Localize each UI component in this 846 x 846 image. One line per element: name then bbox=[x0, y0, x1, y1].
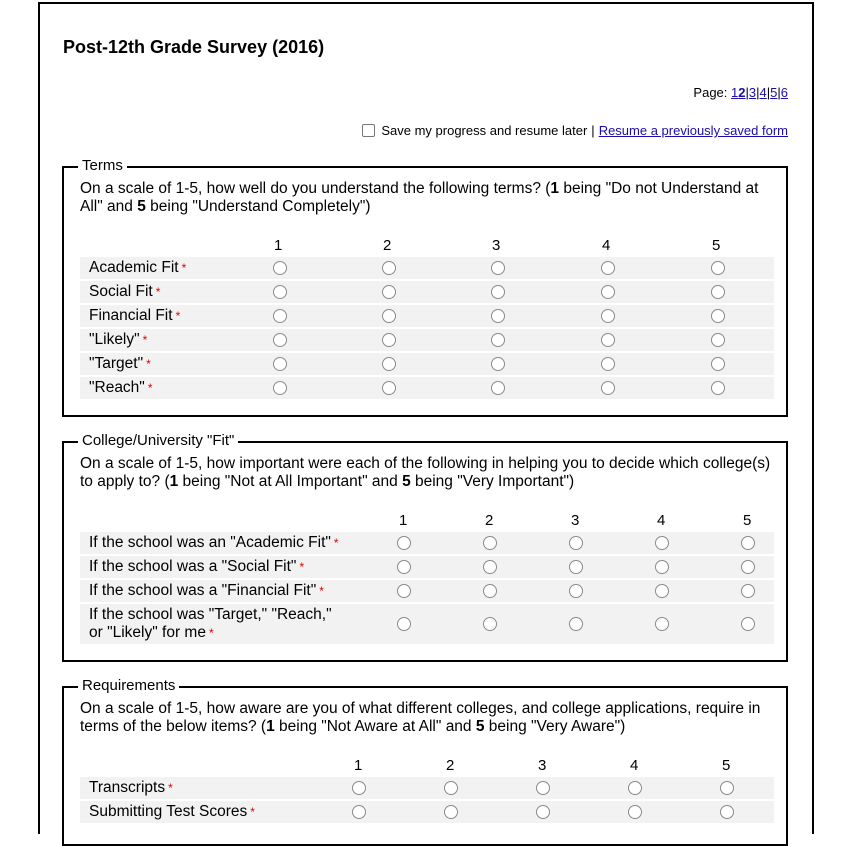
rating-radio-5[interactable] bbox=[711, 261, 725, 275]
rating-radio-2[interactable] bbox=[483, 536, 497, 550]
matrix-row bbox=[80, 777, 774, 799]
row-label-text: Academic Fit bbox=[89, 259, 179, 276]
row-label bbox=[89, 606, 349, 642]
separator: | bbox=[591, 123, 595, 138]
rating-radio-1[interactable] bbox=[397, 560, 411, 574]
row-label bbox=[89, 331, 147, 349]
rating-radio-5[interactable] bbox=[720, 805, 734, 819]
save-progress-checkbox[interactable] bbox=[362, 124, 375, 137]
row-label-text: Submitting Test Scores bbox=[89, 803, 248, 820]
scale-header-1: 1 bbox=[354, 757, 363, 774]
row-label bbox=[89, 259, 186, 277]
rating-radio-4[interactable] bbox=[601, 357, 615, 371]
rating-radio-1[interactable] bbox=[273, 381, 287, 395]
required-marker: * bbox=[168, 781, 173, 795]
matrix-row bbox=[80, 329, 774, 351]
rating-radio-1[interactable] bbox=[352, 781, 366, 795]
row-label-text: If the school was "Target," "Reach," or "Likely" for me bbox=[89, 606, 332, 641]
required-marker: * bbox=[146, 357, 151, 371]
rating-radio-1[interactable] bbox=[273, 357, 287, 371]
scale-header-3: 3 bbox=[538, 757, 547, 774]
rating-radio-3[interactable] bbox=[569, 584, 583, 598]
row-label bbox=[89, 307, 180, 325]
rating-radio-3[interactable] bbox=[491, 309, 505, 323]
rating-radio-2[interactable] bbox=[444, 781, 458, 795]
rating-radio-5[interactable] bbox=[741, 560, 755, 574]
scale-header-5: 5 bbox=[722, 757, 731, 774]
rating-radio-2[interactable] bbox=[444, 805, 458, 819]
rating-radio-3[interactable] bbox=[569, 560, 583, 574]
row-label-text: If the school was an "Academic Fit" bbox=[89, 534, 331, 551]
rating-radio-5[interactable] bbox=[711, 309, 725, 323]
scale-header-4: 4 bbox=[630, 757, 639, 774]
question-text: On a scale of 1-5, how aware are you of what different colleges, and college applications, require in terms of the below items? (1 being "Not Aware at All" and 5 being "Very Aware") bbox=[80, 700, 761, 735]
page-link-1[interactable]: 1 bbox=[731, 85, 739, 100]
page-title: Post-12th Grade Survey (2016) bbox=[63, 37, 325, 57]
matrix-row bbox=[80, 257, 774, 279]
section-requirements bbox=[62, 677, 788, 846]
rating-radio-3[interactable] bbox=[491, 357, 505, 371]
rating-radio-5[interactable] bbox=[741, 584, 755, 598]
question-text: On a scale of 1-5, how important were each of the following in helping you to decide which college(s) to apply to? (1 being "Not at All Important" and 5 being "Very Important") bbox=[80, 455, 771, 490]
matrix-row bbox=[80, 281, 774, 303]
required-marker: * bbox=[208, 626, 214, 640]
row-label-text: "Likely" bbox=[89, 331, 140, 348]
rating-radio-3[interactable] bbox=[491, 381, 505, 395]
scale-header-5: 5 bbox=[712, 237, 721, 254]
required-marker: * bbox=[181, 261, 187, 275]
rating-radio-4[interactable] bbox=[601, 309, 615, 323]
page-link-2[interactable]: 2 bbox=[738, 85, 746, 100]
row-label-text: Transcripts bbox=[89, 779, 166, 796]
rating-radio-3[interactable] bbox=[491, 285, 505, 299]
scale-header-2: 2 bbox=[446, 757, 455, 774]
save-progress-row bbox=[362, 123, 788, 138]
rating-radio-1[interactable] bbox=[397, 617, 411, 631]
question-text: On a scale of 1-5, how well do you understand the following terms? (1 being "Do not Understand at All" and 5 being "Understand Completely") bbox=[80, 180, 759, 215]
resume-saved-form-link[interactable]: Resume a previously saved form bbox=[598, 123, 788, 138]
rating-radio-1[interactable] bbox=[397, 536, 411, 550]
rating-radio-4[interactable] bbox=[601, 261, 615, 275]
matrix-row bbox=[80, 377, 774, 399]
rating-radio-5[interactable] bbox=[741, 536, 755, 550]
rating-radio-1[interactable] bbox=[273, 309, 287, 323]
matrix-row bbox=[80, 532, 774, 554]
page-link-6[interactable]: 6 bbox=[780, 85, 788, 100]
scale-header-2: 2 bbox=[485, 512, 494, 529]
scale-header-1: 1 bbox=[274, 237, 283, 254]
row-label-text: Financial Fit bbox=[89, 307, 173, 324]
page-link-4[interactable]: 4 bbox=[759, 85, 767, 100]
row-label-text: "Target" bbox=[89, 355, 144, 372]
rating-radio-5[interactable] bbox=[711, 333, 725, 347]
matrix-row bbox=[80, 580, 774, 602]
row-label-text: If the school was a "Financial Fit" bbox=[89, 582, 317, 599]
rating-radio-2[interactable] bbox=[382, 357, 396, 371]
rating-radio-4[interactable] bbox=[655, 536, 669, 550]
rating-radio-3[interactable] bbox=[569, 536, 583, 550]
matrix-row bbox=[80, 801, 774, 823]
rating-radio-4[interactable] bbox=[601, 381, 615, 395]
matrix-row bbox=[80, 556, 774, 578]
scale-header-5: 5 bbox=[743, 512, 752, 529]
rating-radio-5[interactable] bbox=[711, 285, 725, 299]
rating-radio-4[interactable] bbox=[601, 285, 615, 299]
section-terms bbox=[62, 157, 788, 417]
rating-radio-3[interactable] bbox=[491, 261, 505, 275]
section-legend: College/University "Fit" bbox=[78, 432, 238, 449]
pager: Page: 12|3|4|5|6 bbox=[693, 85, 788, 100]
required-marker: * bbox=[147, 381, 153, 395]
rating-radio-4[interactable] bbox=[655, 560, 669, 574]
row-label bbox=[89, 379, 152, 397]
rating-radio-5[interactable] bbox=[720, 781, 734, 795]
matrix-row bbox=[80, 305, 774, 327]
rating-radio-4[interactable] bbox=[601, 333, 615, 347]
row-label-text: Social Fit bbox=[89, 283, 153, 300]
rating-radio-1[interactable] bbox=[273, 285, 287, 299]
rating-radio-4[interactable] bbox=[655, 584, 669, 598]
page-link-3[interactable]: 3 bbox=[748, 85, 757, 100]
rating-radio-3[interactable] bbox=[536, 805, 550, 819]
rating-radio-2[interactable] bbox=[382, 309, 396, 323]
scale-header-4: 4 bbox=[602, 237, 611, 254]
row-label-text: If the school was a "Social Fit" bbox=[89, 558, 297, 575]
matrix-row bbox=[80, 604, 774, 644]
section-college-fit bbox=[62, 432, 788, 662]
rating-radio-2[interactable] bbox=[483, 560, 497, 574]
section-legend: Terms bbox=[78, 157, 127, 174]
row-label bbox=[89, 534, 349, 552]
row-label bbox=[89, 283, 160, 301]
rating-radio-4[interactable] bbox=[655, 617, 669, 631]
save-progress-label[interactable]: Save my progress and resume later bbox=[381, 123, 588, 138]
rating-radio-2[interactable] bbox=[382, 285, 396, 299]
matrix-row bbox=[80, 353, 774, 375]
required-marker: * bbox=[155, 285, 161, 299]
pager-label: Page: bbox=[693, 85, 728, 100]
rating-radio-5[interactable] bbox=[711, 357, 725, 371]
rating-radio-1[interactable] bbox=[273, 261, 287, 275]
required-marker: * bbox=[299, 560, 305, 574]
scale-header-3: 3 bbox=[492, 237, 501, 254]
rating-radio-2[interactable] bbox=[382, 381, 396, 395]
row-label-text: "Reach" bbox=[89, 379, 145, 396]
required-marker: * bbox=[250, 805, 255, 819]
row-label bbox=[89, 582, 349, 600]
rating-radio-1[interactable] bbox=[352, 805, 366, 819]
row-label bbox=[89, 355, 151, 373]
rating-radio-3[interactable] bbox=[569, 617, 583, 631]
page-link-5[interactable]: 5 bbox=[770, 85, 778, 100]
row-label bbox=[89, 779, 173, 797]
rating-radio-4[interactable] bbox=[628, 805, 642, 819]
rating-radio-2[interactable] bbox=[483, 584, 497, 598]
scale-header-3: 3 bbox=[571, 512, 580, 529]
rating-radio-3[interactable] bbox=[536, 781, 550, 795]
rating-radio-4[interactable] bbox=[628, 781, 642, 795]
scale-header-4: 4 bbox=[657, 512, 666, 529]
required-marker: * bbox=[175, 309, 181, 323]
section-legend: Requirements bbox=[78, 677, 179, 694]
rating-radio-2[interactable] bbox=[382, 333, 396, 347]
rating-radio-5[interactable] bbox=[711, 381, 725, 395]
rating-radio-3[interactable] bbox=[491, 333, 505, 347]
rating-radio-2[interactable] bbox=[483, 617, 497, 631]
rating-radio-1[interactable] bbox=[273, 333, 287, 347]
scale-header-1: 1 bbox=[399, 512, 408, 529]
required-marker: * bbox=[333, 536, 339, 550]
rating-radio-2[interactable] bbox=[382, 261, 396, 275]
required-marker: * bbox=[142, 333, 148, 347]
rating-radio-5[interactable] bbox=[741, 617, 755, 631]
required-marker: * bbox=[319, 584, 324, 598]
row-label bbox=[89, 803, 255, 821]
rating-radio-1[interactable] bbox=[397, 584, 411, 598]
row-label bbox=[89, 558, 349, 576]
scale-header-2: 2 bbox=[383, 237, 392, 254]
